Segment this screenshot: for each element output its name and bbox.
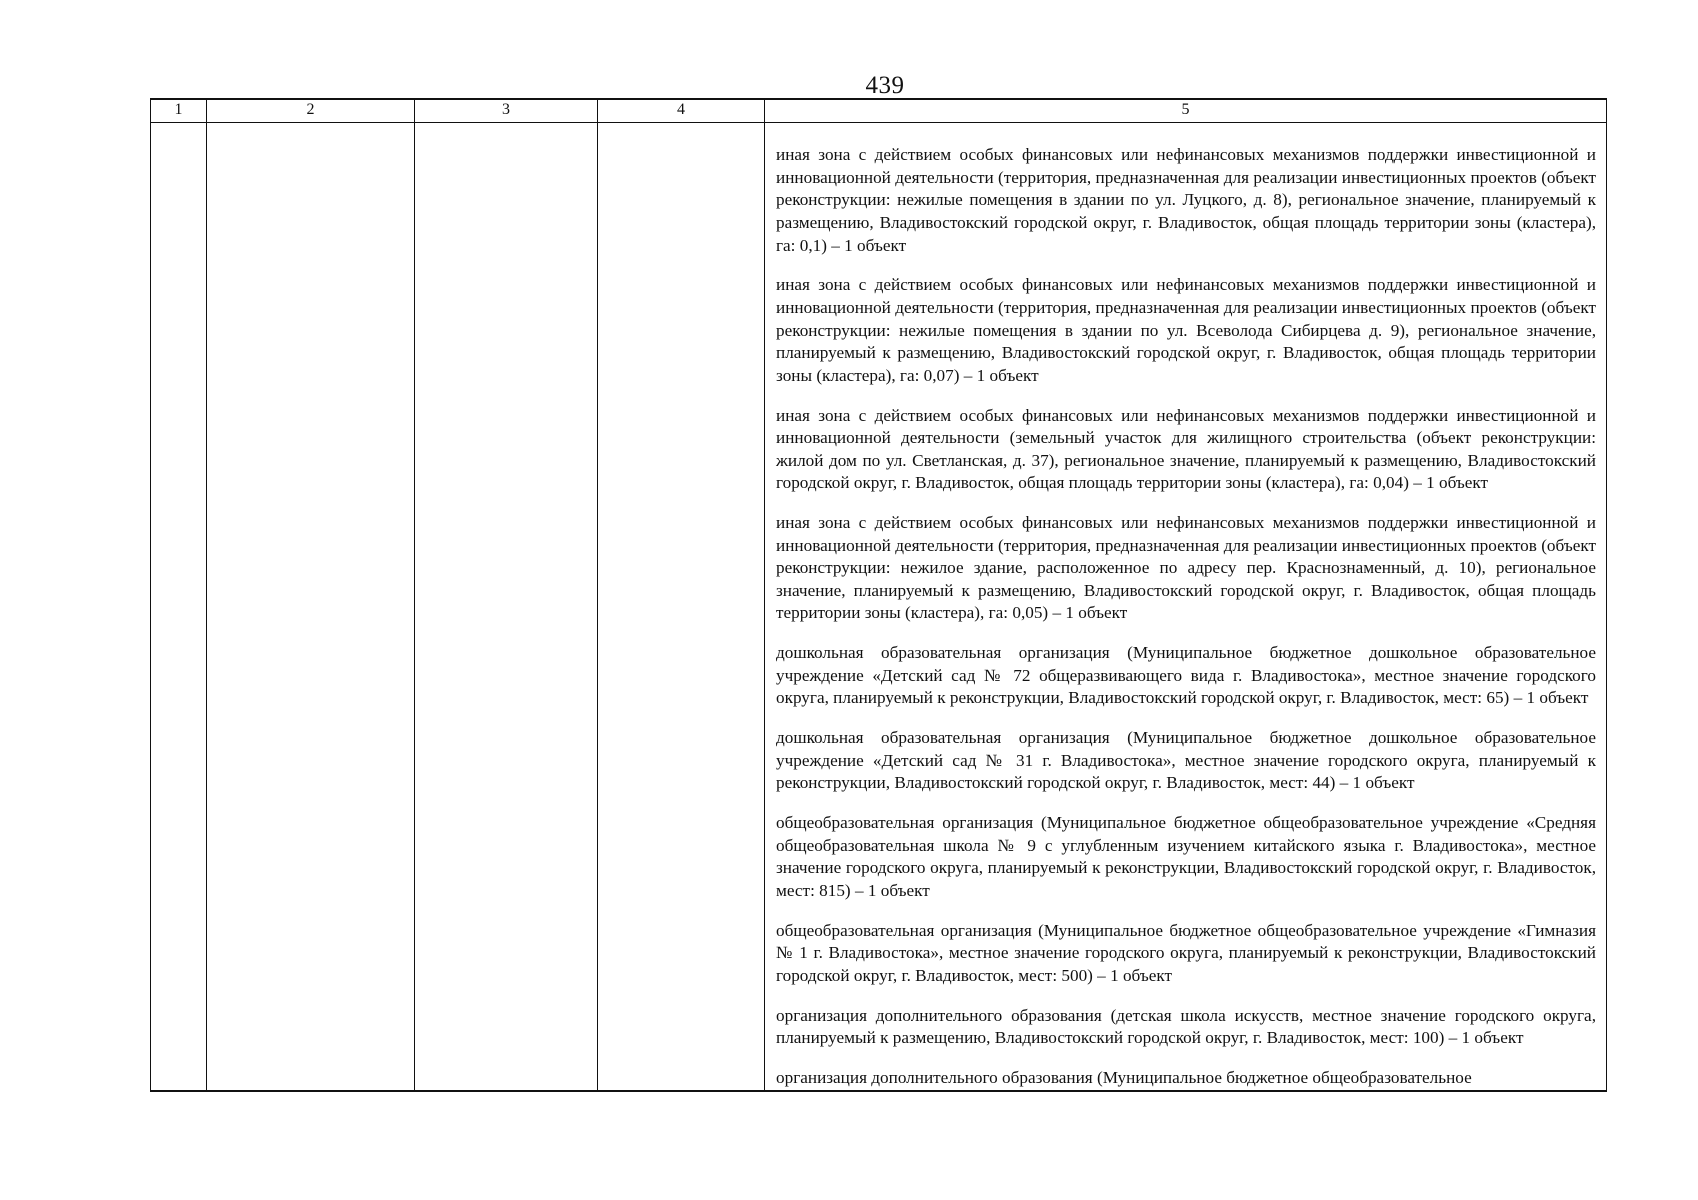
entry-kindergarten-31: дошкольная образовательная организация (Муниципальное бюджетное дошкольное образовательное учреждение «Детский сад № 31 г. Владивостока», местное значение городского округа, планируемый к реконструкции, Владивостокский городской округ, г. Владивосток, мест: 44) – 1 объект xyxy=(776,728,1596,793)
document-table xyxy=(150,98,1607,1092)
header-row xyxy=(151,99,1607,123)
entry-additional-education-truncated: организация дополнительного образования (Муниципальное бюджетное общеобразовательное xyxy=(776,1068,1472,1088)
cell-col-5 xyxy=(765,123,1607,1091)
header-col-3: 3 xyxy=(415,99,598,123)
entry-art-school: организация дополнительного образования (детская школа искусств, местное значение городского округа, планируемый к размещению, Владивостокский городской округ, г. Владивосток, мест: 100) – 1 объект xyxy=(776,1005,1596,1048)
header-col-1: 1 xyxy=(151,99,207,123)
header-col-5: 5 xyxy=(765,99,1607,123)
entry-investment-zone-svetlanskaya: иная зона с действием особых финансовых или нефинансовых механизмов поддержки инвестиционной и инновационной деятельности (земельный участок для жилищного строительства (объект реконструкции: жилой дом по ул. Светланская, д. 37), региональное значение, планируемый к размещению, Владивостокский городской округ, г. Владивосток, общая площадь территории зоны (кластера), га: 0,04) – 1 объект xyxy=(776,405,1596,493)
page-number: 439 xyxy=(865,72,905,99)
cell-col-1 xyxy=(151,123,207,1091)
entries-list xyxy=(765,123,1606,1090)
header-col-2: 2 xyxy=(207,99,415,123)
entry-investment-zone-lutskogo: иная зона с действием особых финансовых или нефинансовых механизмов поддержки инвестиционной и инновационной деятельности (территория, предназначенная для реализации инвестиционных проектов (объект реконструкции: нежилые помещения в здании по ул. Луцкого, д. 8), региональное значение, планируемый к размещению, Владивостокский городской округ, г. Владивосток, общая площадь территории зоны (кластера), га: 0,1) – 1 объект xyxy=(776,145,1596,255)
entry-gymnasium-1: общеобразовательная организация (Муниципальное бюджетное общеобразовательное учреждение «Гимназия № 1 г. Владивостока», местное значение городского округа, планируемый к реконструкции, Владивостокский городской округ, г. Владивосток, мест: 500) – 1 объект xyxy=(776,920,1596,985)
table-row xyxy=(151,123,1607,1091)
cell-col-2 xyxy=(207,123,415,1091)
entry-investment-zone-krasnoznamenny: иная зона с действием особых финансовых или нефинансовых механизмов поддержки инвестиционной и инновационной деятельности (территория, предназначенная для реализации инвестиционных проектов (объект реконструкции: нежилое здание, расположенное по адресу пер. Краснознаменный, д. 10), региональное значение, планируемый к размещению, Владивостокский городской округ, г. Владивосток, общая площадь территории зоны (кластера), га: 0,05) – 1 объект xyxy=(776,513,1596,623)
table-body xyxy=(151,123,1607,1091)
cell-col-3 xyxy=(415,123,598,1091)
entry-school-9: общеобразовательная организация (Муниципальное бюджетное общеобразовательное учреждение «Средняя общеобразовательная школа № 9 с углубленным изучением китайского языка г. Владивостока», местное значение городского округа, планируемый к реконструкции, Владивостокский городской округ, г. Владивосток, мест: 815) – 1 объект xyxy=(776,813,1596,900)
entry-kindergarten-72: дошкольная образовательная организация (Муниципальное бюджетное дошкольное образовательное учреждение «Детский сад № 72 общеразвивающего вида г. Владивостока», местное значение городского округа, планируемый к реконструкции, Владивостокский городской округ, г. Владивосток, мест: 65) – 1 объект xyxy=(776,643,1596,708)
entry-investment-zone-sibirtseva: иная зона с действием особых финансовых или нефинансовых механизмов поддержки инвестиционной и инновационной деятельности (территория, предназначенная для реализации инвестиционных проектов (объект реконструкции: нежилые помещения в здании по ул. Всеволода Сибирцева д. 9), региональное значение, планируемый к размещению, Владивостокский городской округ, г. Владивосток, общая площадь территории зоны (кластера), га: 0,07) – 1 объект xyxy=(776,275,1596,385)
cell-col-4 xyxy=(598,123,765,1091)
header-col-4: 4 xyxy=(598,99,765,123)
table-header xyxy=(151,99,1607,123)
